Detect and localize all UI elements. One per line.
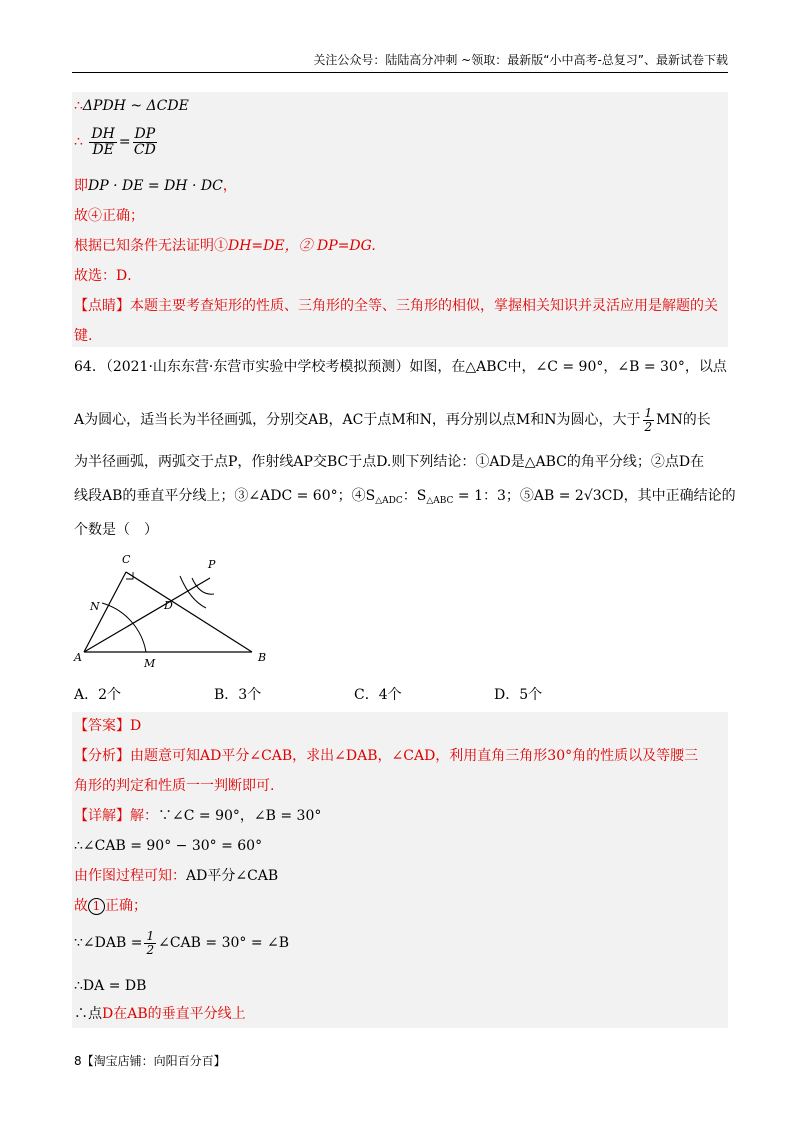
step-perpendicular-bisector: ∴点D在AB的垂直平分线上 xyxy=(74,1006,246,1022)
option-c[interactable]: C．4个 xyxy=(354,687,402,703)
fraction-one-half: $\frac{1}{2}$ xyxy=(644,405,653,434)
fraction-half: $\frac{1}{2}$ xyxy=(146,928,155,957)
label-b: B xyxy=(258,651,267,664)
step-da-db: ∴DA = DB xyxy=(74,978,147,994)
question-line-5: 个数是（ ） xyxy=(74,522,158,538)
option-a[interactable]: A．2个 xyxy=(74,687,122,703)
prev-line-5: 根据已知条件无法证明①DH=DE，② DP=DG. xyxy=(74,238,376,254)
label-a: A xyxy=(74,651,82,664)
therefore-symbol: ∴ xyxy=(74,98,83,114)
analysis-line-1: 【分析】由题意可知AD平分∠CAB，求出∠DAB，∠CAD，利用直角三角形30°角的性质以及等腰三 xyxy=(74,748,699,764)
header-text: 关注公众号：陆陆高分冲刺 ~领取：最新版“小中高考-总复习”、最新试卷下载 xyxy=(313,53,728,67)
label-m: M xyxy=(144,657,156,670)
label-c: C xyxy=(122,553,131,566)
prev-line-6: 故选：D． xyxy=(74,268,142,284)
prev-line-2: ∴ $\frac{DH}{DE}$ = $\frac{DP}{CD}$ xyxy=(74,125,156,158)
prev-line-8: 键. xyxy=(74,328,93,344)
question-line-4: 线段AB的垂直平分线上；③∠ADC = 60°；$④S_{\triangle ADC}$：$S_{\triangle ABC} = 1$：3；⑤AB = 2√3CD，其中正确结论的 xyxy=(74,488,736,506)
label-d: D xyxy=(164,599,173,612)
option-b[interactable]: B．3个 xyxy=(214,687,262,703)
label-p: P xyxy=(208,558,216,571)
triangle-figure xyxy=(72,548,292,673)
step-construction: 由作图过程可知：AD平分∠CAB xyxy=(74,868,279,884)
question-line-2: A为圆心，适当长为半径画弧，分别交AB，AC于点M和N，再分别以点M和N为圆心，大于 $\frac{1}{2}$ MN的长 xyxy=(74,405,711,434)
question-line-1: 64．（2021·山东东营·东营市实验中学校考模拟预测）如图，在△ABC中，∠C = 90°，∠B = 30°，以点 xyxy=(74,359,727,375)
analysis-line-2: 角形的判定和性质一一判断即可. xyxy=(74,778,275,794)
fraction-dh-de: $\frac{DH}{DE}$ xyxy=(91,125,115,158)
page-footer: 8【淘宝店铺：向阳百分百】 xyxy=(74,1054,226,1068)
circled-number-1: 1 xyxy=(88,898,105,915)
label-n: N xyxy=(90,600,100,613)
step-dab: ∵∠DAB = $\frac{1}{2}$ ∠CAB = 30° = ∠B xyxy=(74,928,290,957)
prev-line-4: 故④正确； xyxy=(74,208,144,224)
option-d[interactable]: D．5个 xyxy=(494,687,543,703)
fraction-dp-cd: $\frac{DP}{CD}$ xyxy=(133,125,156,158)
prev-line-7: 【点睛】本题主要考查矩形的性质、三角形的全等、三角形的相似，掌握相关知识并灵活应用是解题的关 xyxy=(74,298,718,314)
detail-line: 【详解】解：∵∠C = 90°，∠B = 30° xyxy=(74,808,322,824)
prev-line-3: 即DP · DE = DH · DC， xyxy=(74,178,237,194)
step-cab: ∴∠CAB = 90° − 30° = 60° xyxy=(74,838,263,854)
question-line-3: 为半径画弧，两弧交于点P，作射线AP交BC于点D.则下列结论：①AD是△ABC的角平分线；②点D在 xyxy=(74,454,705,470)
arc-nm xyxy=(102,603,146,652)
answer-line: 【答案】D xyxy=(74,718,142,734)
similar-triangles-expr: ΔPDH ~ ΔCDE xyxy=(82,98,189,114)
prev-line-1 xyxy=(74,96,189,116)
step-conclusion-1: 故 1 正确； xyxy=(74,898,147,914)
page-header xyxy=(72,52,728,73)
segment-cb xyxy=(126,572,252,652)
